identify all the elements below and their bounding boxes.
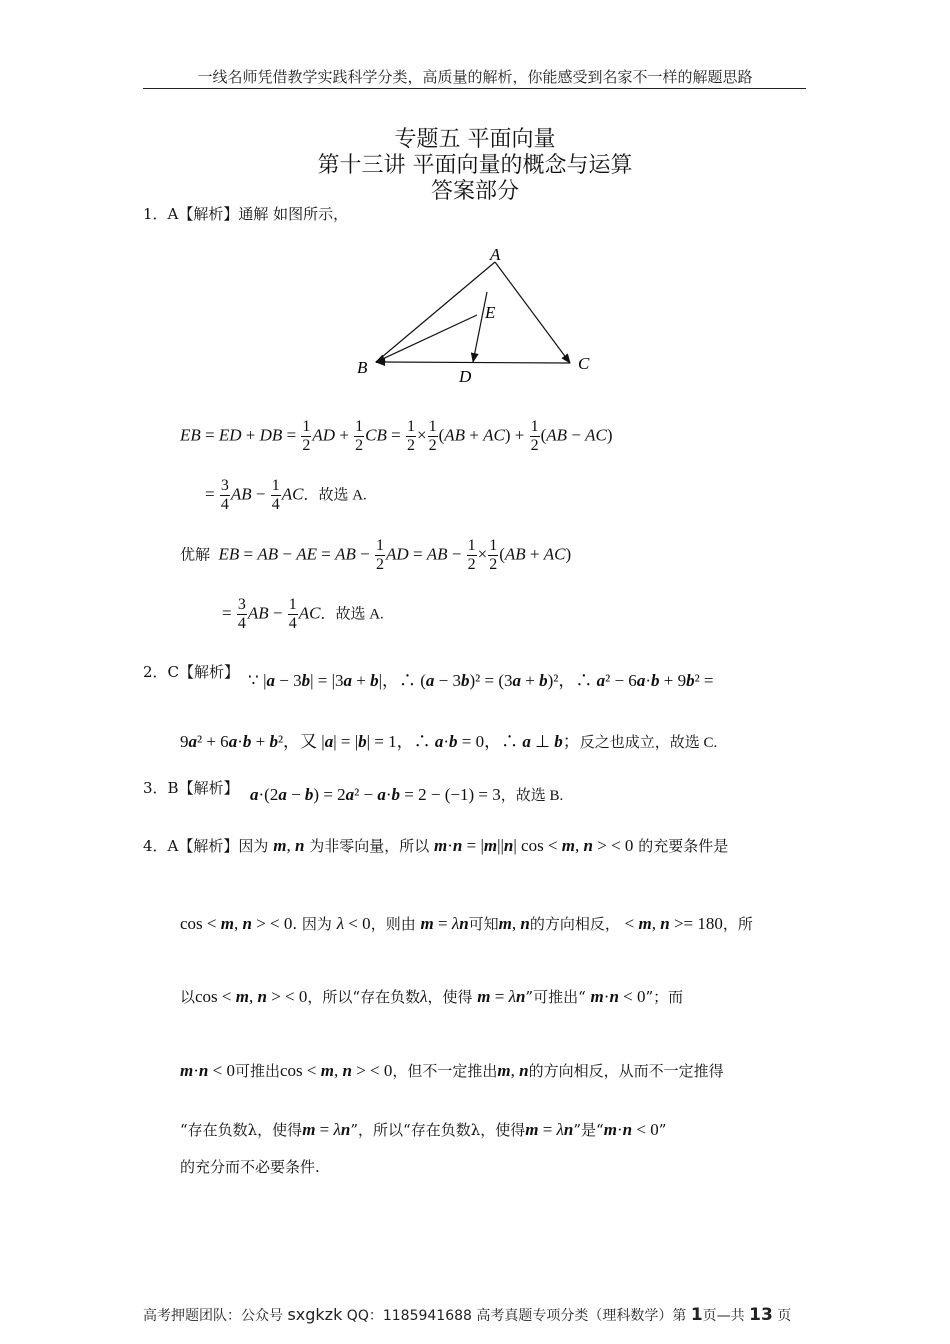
alt-solution-label: 优解 [180,547,211,564]
answer-letter: A [167,205,179,223]
answer-letter: C [167,663,180,681]
page-footer [143,1305,791,1325]
problem-4-line6: 的充分而不必要条件. [180,1158,320,1176]
point-label-A: A [490,245,501,264]
p4-text: ，使得 [427,988,473,1006]
p1-alt-formula-line1: 优解 EB = AB − AE = AB − $\frac{1}{2}$ AD = AB − $\frac{1}{2}$ × $\frac{1}{2}$ (AB + AC) [180,537,572,573]
vector-CB [376,362,570,363]
footer-mid: 页—共 [702,1308,745,1324]
p2-conclusion: 反之也成立，故选 C. [579,735,718,751]
p4-text: . 因为 [292,915,332,933]
point-label-B: B [357,358,368,377]
footer-total-pages: 13 [749,1305,773,1325]
p3-conclusion: ，故选 B. [500,788,564,804]
problem-3-heading [143,777,239,798]
vector-EB [376,315,477,362]
p2-formula-line2: 9a² + 6a·b + b²，又 |a| = |b| = 1，∴ a·b = 0，∴ a ⊥ b；反之也成立，故选 C. [180,732,718,751]
problem-4-line5: “存在负数λ，使得m = λn”，所以“存在负数λ，使得m = λn”是“m·n < 0” [180,1120,667,1139]
problem-4-line3: 以cos < m, n > < 0，所以“存在负数λ，使得 m = λn”可推出“ m·n < 0”；而 [180,987,684,1006]
p4-text: ，所以“存在负数 [307,988,421,1006]
problem-number: 2． [143,663,168,681]
p4-text: ，则由 [370,915,416,933]
answer-letter: B [167,779,179,797]
p1-alt-formula-line2: = $\frac{3}{4}$ AB − $\frac{1}{4}$ AC．故选 A. [222,596,384,632]
problem-number: 3． [143,779,168,797]
p4-text: ，所 [722,915,753,933]
problem-4-line4: m·n < 0可推出cos < m, n > < 0，但不一定推出m, n的方向相反，从而不一定推得 [180,1061,724,1080]
side-AB [376,262,495,362]
p4-text: ”是“ [573,1121,604,1139]
p4-text: 因为 [238,837,269,855]
p4-text: 可知 [468,915,499,933]
p1-formula-line2: = $\frac{3}{4}$ AB − $\frac{1}{4}$ AC．故选 A. [205,477,367,513]
p1-alt-choose-text: ．故选 A. [320,606,384,623]
point-label-D: D [459,367,472,386]
point-label-C: C [578,354,590,373]
triangle-figure [340,240,620,390]
footer-end: 页 [777,1308,792,1324]
vector-AC [495,262,570,363]
problem-4-line1: 4．A【解析】因为 m, n 为非零向量，所以 m·n = |m||n| cos < m, n > < 0 的充要条件是 [143,836,729,855]
footer-account: sxgkzk [287,1305,343,1324]
p4-text: ”可推出“ [525,988,586,1006]
footer-qq: 1185941688 [382,1308,472,1324]
p4-text: 以 [180,988,196,1006]
answer-letter: A [167,837,179,855]
chapter-title: 专题五 平面向量 [394,127,556,152]
analysis-tag: 【解析】 [178,837,239,855]
p4-text: 为非零向量，所以 [309,837,430,855]
point-label-E: E [485,303,496,322]
page-header: 一线名师凭借教学实践科学分类，高质量的解析，你能感受到名家不一样的解题思路 [197,68,753,86]
p4-text: ” [658,1121,667,1139]
lecture-title: 第十三讲 平面向量的概念与运算 [317,153,633,178]
p4-text: 可推出 [234,1062,280,1080]
footer-page-number: 1 [690,1305,703,1325]
footer-team: 高考押题团队：公众号 [143,1308,283,1324]
p4-text: ”；而 [645,988,684,1006]
p1-formula-line1: EB = ED + DB = $\frac{1}{2}$ AD + $\frac{1}{2}$ CB = $\frac{1}{2}$ × $\frac{1}{2}$ (AB + AC) + $\frac{1}{2}$ (AB − AC) [180,418,613,454]
analysis-tag: 【解析】 [178,205,239,223]
header-rule [143,88,806,89]
footer-series: 高考真题专项分类（理科数学）第 [476,1308,687,1324]
p4-text: 的充要条件是 [638,837,729,855]
p4-text: 的方向相反， [529,915,620,933]
p4-text: “存在负数λ，使得 [180,1121,303,1139]
problem-number: 4． [143,837,168,855]
p3-formula: a·(2a − b) = 2a² − a·b = 2 − (−1) = 3，故选 B. [250,785,564,804]
problem-4-line2: cos < m, n > < 0. 因为 λ < 0，则由 m = λn可知m, n的方向相反， < m, n >= 180，所 [180,914,753,933]
p1-choose-text: ．故选 A. [303,487,367,504]
problem-1-heading [143,203,348,224]
p4-text: ，但不一定推出 [392,1062,498,1080]
p4-text: ”，所以“存在负数λ，使得 [350,1121,526,1139]
analysis-tag: 【解析】 [179,663,240,681]
section-title: 答案部分 [430,179,519,204]
footer-qq-label: QQ： [346,1308,383,1324]
problem-2-heading [143,661,239,682]
problem-number: 1． [143,205,168,223]
p2-formula-line1: ∵ |a − 3b| = |3a + b|，∴ (a − 3b)² = (3a + b)²，∴ a² − 6a·b + 9b² = [248,671,714,690]
p4-text: 的方向相反，从而不一定推得 [528,1062,724,1080]
solution-intro: 通解 如图所示， [238,205,349,223]
analysis-tag: 【解析】 [178,779,239,797]
